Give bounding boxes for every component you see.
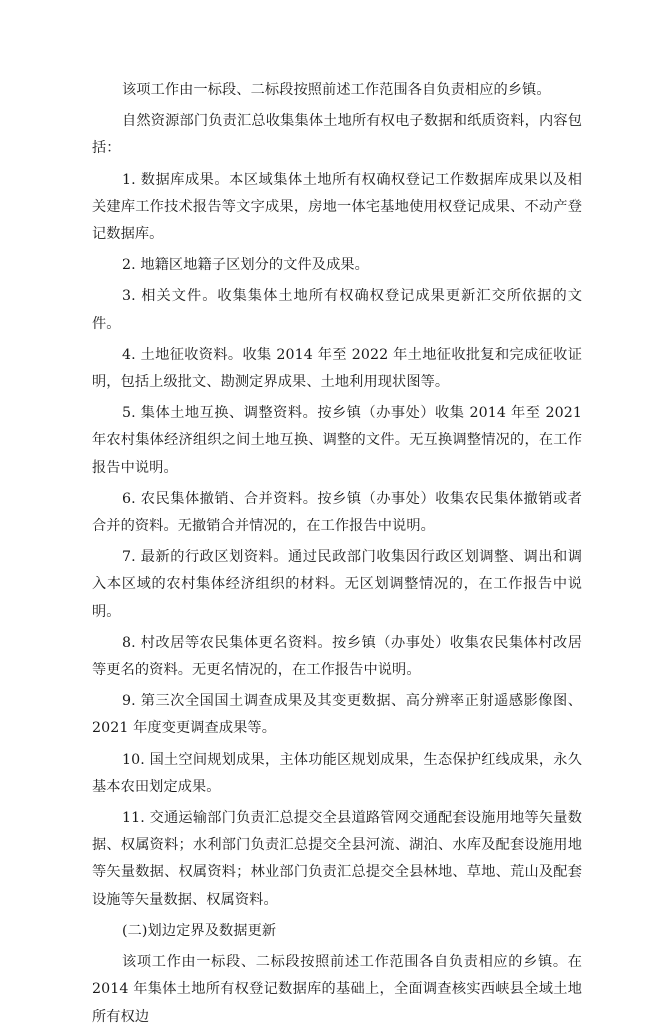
list-item-10: 10. 国土空间规划成果，主体功能区规划成果，生态保护红线成果，永久基本农田划定成果。 bbox=[92, 751, 582, 795]
list-item-7: 7. 最新的行政区划资料。通过民政部门收集因行政区划调整、调出和调入本区域的农村集体经济组织的材料。无区划调整情况的，在工作报告中说明。 bbox=[92, 549, 582, 620]
paragraph-intro: 该项工作由一标段、二标段按照前述工作范围各自负责相应的乡镇。 bbox=[122, 82, 551, 98]
list-item-4: 4. 土地征收资料。收集 2014 年至 2022 年土地征收批复和完成征收证明，包括上级批文、勘测定界成果、土地利用现状图等。 bbox=[92, 346, 582, 391]
paragraph-collection-scope: 自然资源部门负责汇总收集集体土地所有权电子数据和纸质资料，内容包括： bbox=[92, 113, 582, 157]
list-item-5: 5. 集体土地互换、调整资料。按乡镇（办事处）收集 2014 年至 2021 年农村集体经济组织之间土地互换、调整的文件。无互换调整情况的，在工作报告中说明。 bbox=[92, 405, 582, 476]
list-item-6: 6. 农民集体撤销、合并资料。按乡镇（办事处）收集农民集体撤销或者合并的资料。无撤销合并情况的，在工作报告中说明。 bbox=[92, 490, 582, 535]
list-item-3: 3. 相关文件。收集集体土地所有权确权登记成果更新汇交所依据的文件。 bbox=[92, 288, 582, 332]
list-item-9: 9. 第三次全国国土调查成果及其变更数据、高分辨率正射遥感影像图、2021 年度变更调查成果等。 bbox=[92, 693, 582, 737]
list-item-1: 1. 数据库成果。本区域集体土地所有权确权登记工作数据库成果以及相关建库工作技术报告等文字成果，房地一体宅基地使用权登记成果、不动产登记数据库。 bbox=[92, 171, 582, 243]
section-heading: (二)划边定界及数据更新 bbox=[122, 922, 277, 939]
paragraph-boundary-update: 该项工作由一标段、二标段按照前述工作范围各自负责相应的乡镇。在 2014 年集体土地所有权登记数据库的基础上，全面调查核实西峡县全域土地所有权边 bbox=[92, 954, 582, 1025]
list-item-11: 11. 交通运输部门负责汇总提交全县道路管网交通配套设施用地等矢量数据、权属资料；水利部门负责汇总提交全县河流、湖泊、水库及配套设施用地等矢量数据、权属资料；林业部门负责汇总提交全县林地、草地、荒山及配套设施等矢量数据、权属资料。 bbox=[92, 810, 582, 908]
list-item-8: 8. 村改居等农民集体更名资料。按乡镇（办事处）收集农民集体村改居等更名的资料。无更名情况的，在工作报告中说明。 bbox=[92, 634, 582, 679]
list-item-2: 2. 地籍区地籍子区划分的文件及成果。 bbox=[122, 257, 369, 274]
